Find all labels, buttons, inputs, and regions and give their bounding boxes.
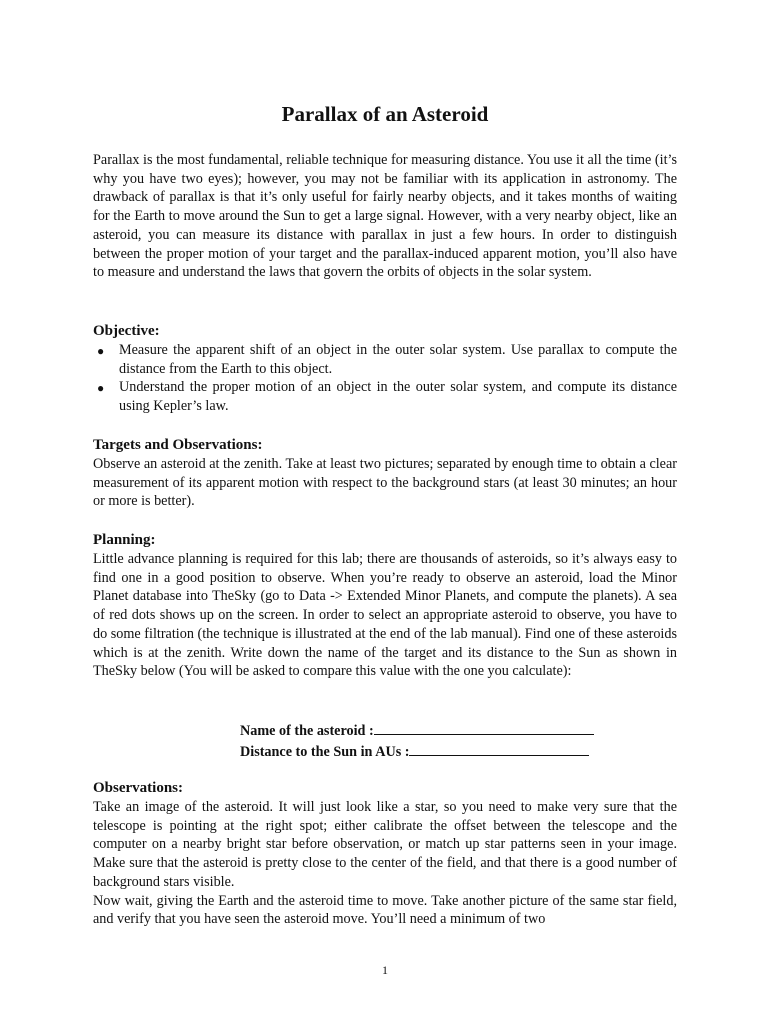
- bullet-icon: ●: [97, 381, 105, 396]
- list-item: [93, 378, 677, 415]
- targets-section: [93, 435, 677, 511]
- asteroid-name-blank[interactable]: [374, 720, 594, 735]
- observations-section: [93, 778, 677, 929]
- objective-section: [93, 321, 677, 416]
- sun-distance-label: Distance to the Sun in AUs :: [240, 744, 410, 760]
- observations-paragraph-1: Take an image of the asteroid. It will just look like a star, so you need to make very sure that the telescope is pointing at the right spot; either calibrate the offset between the telescope and the computer on a nearby bright star before observation, or match up star patterns seen in your image. Make sure that the asteroid is pretty close to the center of the field, and that there is a good number of background stars visible.: [93, 799, 677, 890]
- asteroid-name-row: [240, 720, 620, 741]
- planning-paragraph: Little advance planning is required for this lab; there are thousands of asteroids, so it’s always easy to find one in a good position to observe. When you’re ready to observe an asteroid, load the Minor Planet database into TheSky (go to Data -> Extended Minor Planets, and compute the planets). A sea of red dots shows up on the screen. In order to select an appropriate asteroid to observe, you have to do some filtration (the technique is illustrated at the end of the lab manual). Find one of these asteroids which is at the zenith. Write down the name of the target and its distance to the Sun as shown in TheSky below (You will be asked to compare this value with the one you calculate):: [93, 551, 677, 680]
- page-number: 1: [382, 963, 388, 977]
- observations-paragraph-2: Now wait, giving the Earth and the asteroid time to move. Take another picture of the same star field, and verify that you have seen the asteroid move. You’ll need a minimum of two: [93, 892, 677, 928]
- asteroid-name-label: Name of the asteroid :: [240, 723, 374, 739]
- planning-section: [93, 530, 677, 681]
- objective-list: [93, 341, 677, 416]
- objective-item-text: Understand the proper motion of an object in the outer solar system, and compute its distance using Kepler’s law.: [119, 379, 677, 415]
- targets-paragraph: Observe an asteroid at the zenith. Take at least two pictures; separated by enough time to obtain a clear measurement of its apparent motion with respect to the background stars (at least 30 minutes; an hour or more is better).: [93, 456, 677, 510]
- planning-heading: Planning:: [93, 532, 156, 548]
- objective-heading: Objective:: [93, 323, 160, 339]
- intro-paragraph: Parallax is the most fundamental, reliable technique for measuring distance. You use it all the time (it’s why you have two eyes); however, you may not be familiar with its application in astronomy. The drawback of parallax is that it’s only useful for fairly nearby objects, and it takes months of waiting for the Earth to move around the Sun to get a large signal. However, with a very nearby object, like an asteroid, you can measure its distance with parallax in just a few hours. In order to distinguish between the proper motion of your target and the parallax-induced apparent motion, you’ll also have to measure and understand the laws that govern the orbits of objects in the solar system.: [93, 152, 677, 281]
- answer-fields: [240, 720, 620, 762]
- observations-heading: Observations:: [93, 780, 183, 796]
- sun-distance-row: [240, 741, 620, 762]
- sun-distance-blank[interactable]: [409, 741, 589, 756]
- page-title: Parallax of an Asteroid: [281, 102, 489, 126]
- list-item: [93, 341, 677, 378]
- objective-item-text: Measure the apparent shift of an object in the outer solar system. Use parallax to compute the distance from the Earth to this object.: [119, 342, 677, 377]
- bullet-icon: ●: [97, 344, 105, 358]
- targets-heading: Targets and Observations:: [93, 437, 263, 453]
